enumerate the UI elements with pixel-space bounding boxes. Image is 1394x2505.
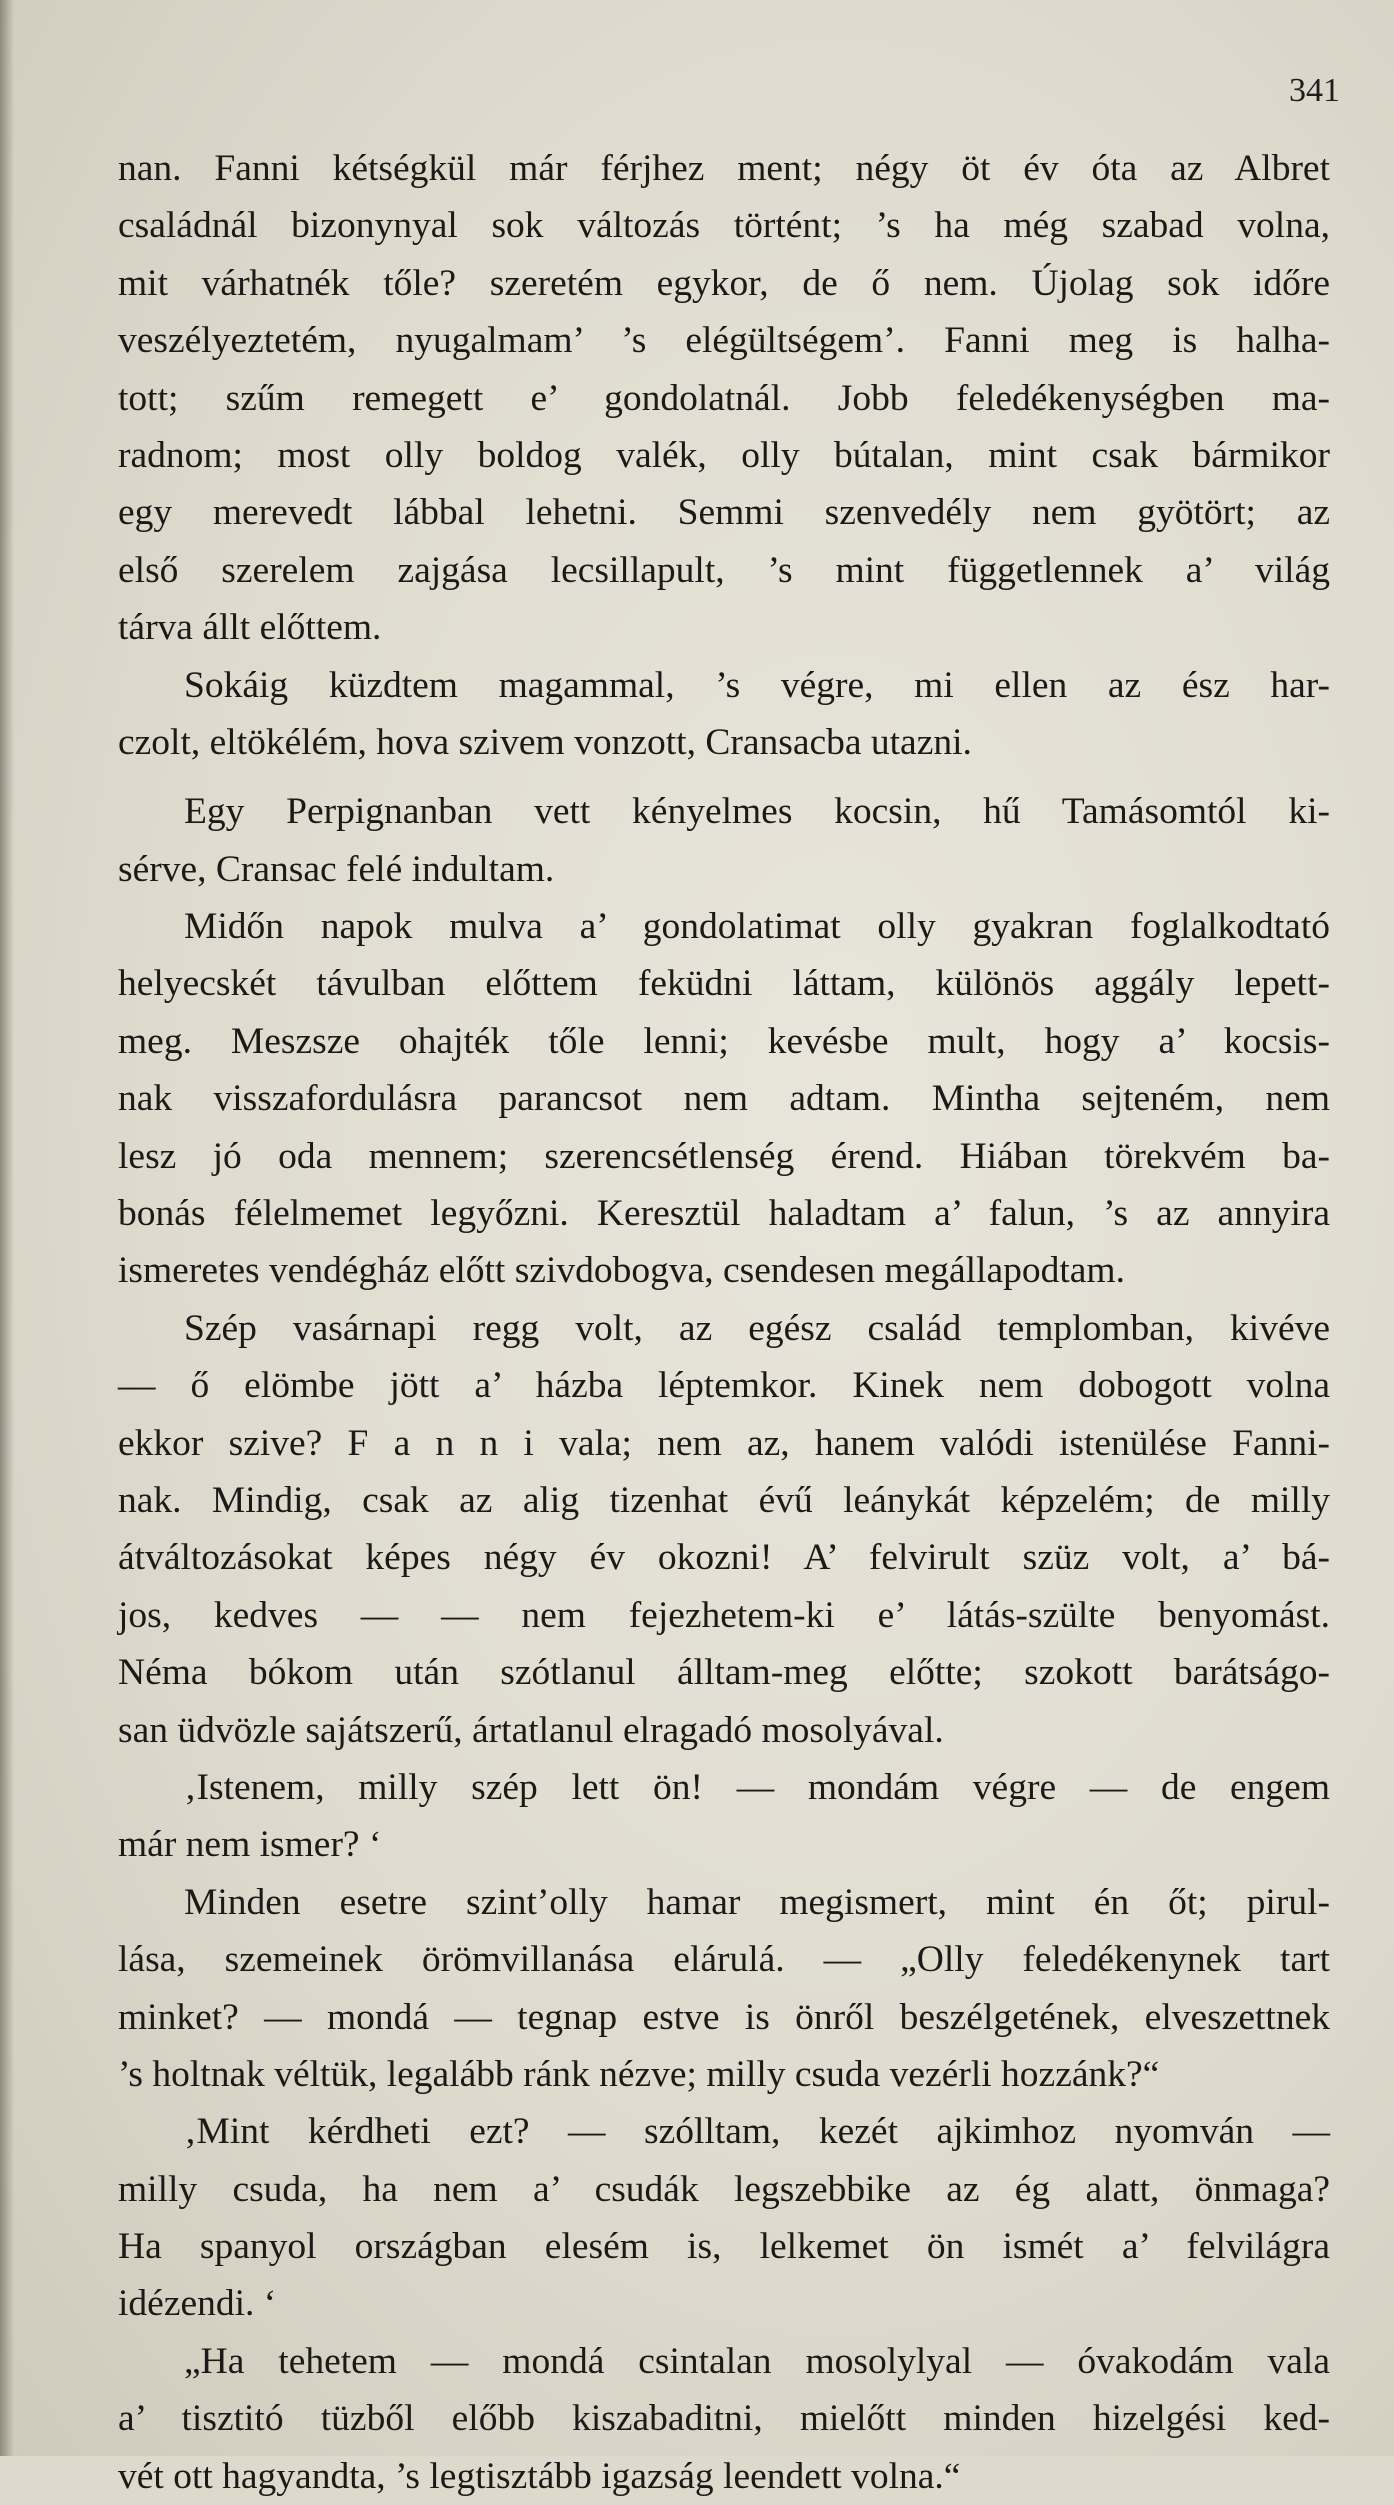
text-line: a’ tisztitó tüzből előbb kiszabaditni, mielőtt minden hizelgési ked- — [118, 2398, 1330, 2440]
text-line: Ha spanyol országban elesém is, lelkemet ön ismét a’ felvilágra — [118, 2226, 1330, 2268]
text-line: „Ha tehetem — mondá csintalan mosolylyal — óvakodám vala — [184, 2340, 1330, 2382]
text-line: családnál bizonynyal sok változás történt; ’s ha még szabad volna, — [118, 205, 1330, 247]
text-line: jos, kedves — — nem fejezhetem-ki e’ látás-szülte benyomást. — [118, 1594, 1330, 1636]
text-line: ‚Istenem, milly szép lett ön! — mondám végre — de engem — [184, 1766, 1330, 1808]
text-line: Midőn napok mulva a’ gondolatimat olly gyakran foglalkodtató — [184, 906, 1330, 948]
text-line: meg. Meszsze ohajték tőle lenni; kevésbe mult, hogy a’ kocsis- — [118, 1020, 1330, 1062]
text-line: vét ott hagyandta, ’s legtisztább igazság leendett volna.“ — [118, 2455, 961, 2497]
text-line: radnom; most olly boldog valék, olly bútalan, mint csak bármikor — [118, 434, 1330, 476]
text-line: már nem ismer? ‘ — [118, 1824, 382, 1866]
text-line: milly csuda, ha nem a’ csudák legszebbike az ég alatt, önmaga? — [118, 2168, 1330, 2210]
text-line: czolt, eltökélém, hova szivem vonzott, Cransacba utazni. — [118, 721, 972, 763]
text-line: Egy Perpignanban vett kényelmes kocsin, hű Tamásomtól ki- — [184, 791, 1330, 833]
text-line: Sokáig küzdtem magammal, ’s végre, mi ellen az ész har- — [184, 664, 1330, 706]
text-line: nak. Mindig, csak az alig tizenhat évű leánykát képzelém; de milly — [118, 1479, 1330, 1521]
text-line: ismeretes vendégház előtt szivdobogva, csendesen megállapodtam. — [118, 1250, 1125, 1292]
paragraph-gap — [118, 771, 1330, 783]
body-text — [118, 140, 1330, 2505]
text-line: Szép vasárnapi regg volt, az egész család templomban, kivéve — [184, 1307, 1330, 1349]
text-line: ekkor szive? F a n n i vala; nem az, hanem valódi istenülése Fanni- — [118, 1422, 1330, 1464]
text-line: nak visszafordulásra parancsot nem adtam. Mintha sejteném, nem — [118, 1078, 1330, 1120]
text-line: tott; szűm remegett e’ gondolatnál. Jobb feledékenységben ma- — [118, 377, 1330, 419]
text-line: idézendi. ‘ — [118, 2283, 277, 2325]
text-line: bonás félelmemet legyőzni. Keresztül haladtam a’ falun, ’s az annyira — [118, 1193, 1330, 1235]
text-line: ‚Mint kérdheti ezt? — szólltam, kezét ajkimhoz nyomván — — [184, 2111, 1330, 2153]
text-line: tárva állt előttem. — [118, 607, 382, 649]
text-line: sérve, Cransac felé indultam. — [118, 848, 555, 890]
text-line: lása, szemeinek örömvillanása elárulá. — „Olly feledékenynek tart — [118, 1939, 1330, 1981]
text-line: nan. Fanni kétségkül már férjhez ment; négy öt év óta az Albret — [118, 148, 1330, 189]
text-line: első szerelem zajgása lecsillapult, ’s mint függetlennek a’ világ — [118, 549, 1330, 591]
text-line: helyecskét távulban előttem feküdni láttam, különös aggály lepett- — [118, 963, 1330, 1005]
text-line: lesz jó oda mennem; szerencsétlenség érend. Hiában törekvém ba- — [118, 1135, 1330, 1177]
text-line: minket? — mondá — tegnap estve is önről beszélgetének, elveszettnek — [118, 1996, 1330, 2038]
text-line: egy merevedt lábbal lehetni. Semmi szenvedély nem gyötört; az — [118, 492, 1330, 534]
text-line: ’s holtnak véltük, legalább ránk nézve; milly csuda vezérli hozzánk?“ — [118, 2053, 1160, 2095]
text-line: Néma bókom után szótlanul álltam-meg előtte; szokott barátságo- — [118, 1652, 1330, 1694]
text-line: átváltozásokat képes négy év okozni! A’ felvirult szüz volt, a’ bá- — [118, 1537, 1330, 1579]
text-line: mit várhatnék tőle? szeretém egykor, de ő nem. Újolag sok időre — [118, 262, 1330, 304]
text-line: Minden esetre szint’olly hamar megismert, mint én őt; pirul- — [184, 1881, 1330, 1923]
binding-shadow — [0, 0, 14, 2456]
text-line: san üdvözle sajátszerű, ártatlanul elragadó mosolyával. — [118, 1709, 944, 1751]
text-line: veszélyeztetém, nyugalmam’ ’s elégültségem’. Fanni meg is halha- — [118, 320, 1330, 362]
page-number: 341 — [1289, 72, 1340, 109]
text-line: — ő elömbe jött a’ házba léptemkor. Kinek nem dobogott volna — [118, 1365, 1330, 1407]
